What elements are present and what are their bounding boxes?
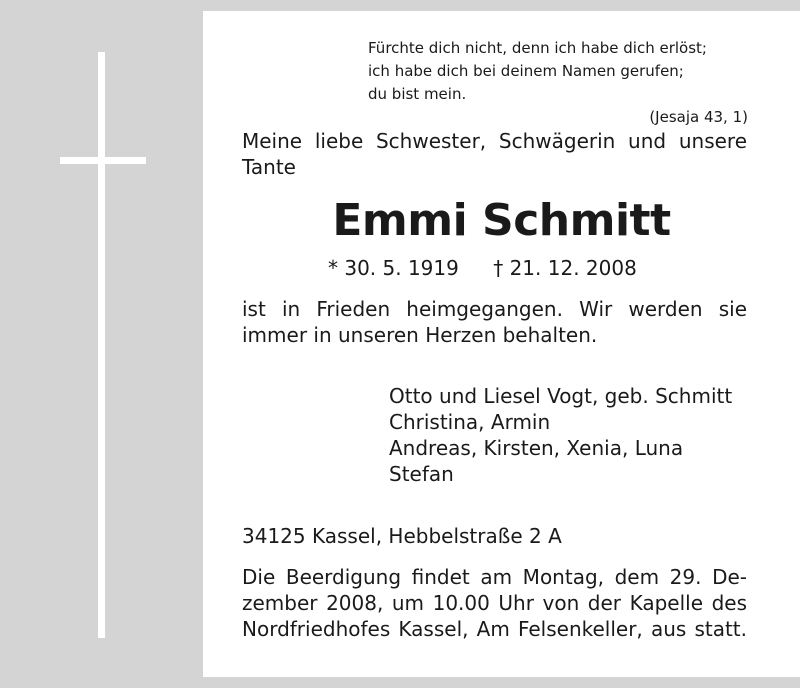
intro-text	[242, 128, 747, 180]
mourner-line: Christina, Armin	[389, 410, 551, 434]
mourner-line: Otto und Liesel Vogt, geb. Schmitt	[389, 384, 733, 408]
passing-message	[242, 296, 747, 348]
cross-horizontal-bar	[60, 157, 146, 164]
funeral-line: zember 2008, um 10.00 Uhr von der Kapelle des	[242, 591, 747, 615]
address	[242, 523, 747, 549]
life-dates	[328, 255, 637, 281]
verse-line: Fürchte dich nicht, denn ich habe dich erlöst;	[368, 39, 707, 57]
deceased-name: Emmi Schmitt	[332, 195, 671, 246]
cross-vertical-bar	[98, 52, 105, 638]
funeral-line: Nordfriedhofes Kassel, Am Felsenkeller, aus statt.	[242, 617, 747, 641]
verse-line: du bist mein.	[368, 85, 467, 103]
address-line: 34125 Kassel, Hebbelstraße 2 A	[242, 524, 562, 548]
intro-line: Tante	[242, 155, 296, 179]
funeral-line: Die Beerdigung findet am Montag, dem 29. De-	[242, 565, 747, 589]
intro-line: Meine liebe Schwester, Schwägerin und unsere	[242, 129, 747, 153]
obituary-card	[203, 11, 800, 677]
bible-verse	[368, 37, 748, 126]
verse-reference: (Jesaja 43, 1)	[649, 108, 748, 126]
message-line: ist in Frieden heimgegangen. Wir werden sie	[242, 297, 747, 321]
death-date: † 21. 12. 2008	[493, 256, 637, 280]
message-line: immer in unseren Herzen behalten.	[242, 323, 598, 347]
mourner-line: Stefan	[389, 462, 454, 486]
verse-line: ich habe dich bei deinem Namen gerufen;	[368, 62, 684, 80]
mourner-line: Andreas, Kirsten, Xenia, Luna	[389, 436, 684, 460]
birth-date: * 30. 5. 1919	[328, 256, 459, 280]
mourners-list	[389, 383, 749, 487]
funeral-details	[242, 564, 747, 642]
